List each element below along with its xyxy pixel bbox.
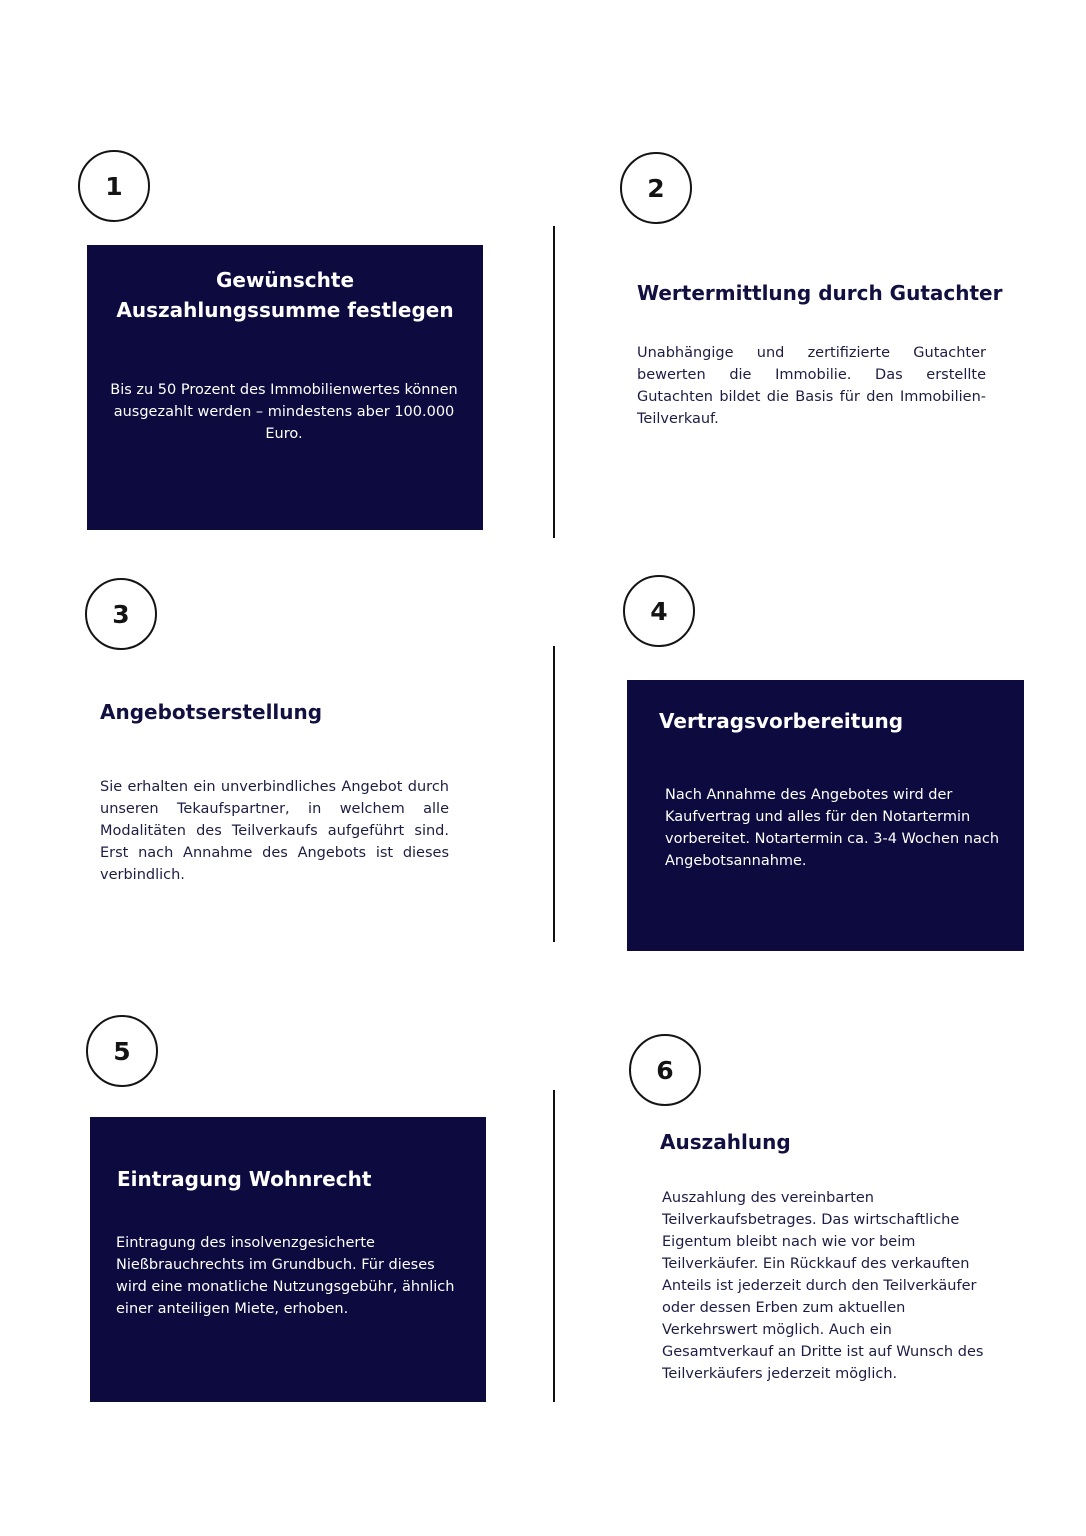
divider-row-3 xyxy=(553,1090,555,1402)
step-3-text: Sie erhalten ein unverbindliches Angebot durch unseren Tekaufspartner, in welchem alle Modalitäten des Teilverkaufs aufgeführt sind. Erst nach Annahme des Angebots ist dieses verbindlich. xyxy=(100,779,449,883)
step-4-text: Nach Annahme des Angebotes wird der Kaufvertrag und alles für den Notartermin vorbereitet. Notartermin ca. 3-4 Wochen nach Angebotsannahme. xyxy=(665,787,1000,869)
step-2-title: Wertermittlung durch Gutachter xyxy=(637,281,1003,305)
step-6-text: Auszahlung des vereinbarten Teilverkaufsbetrages. Das wirtschaftliche Eigentum bleibt nach wie vor beim Teilverkäufer. Ein Rückkauf des verkauften Anteils ist jederzeit durch den Teilverkäufer oder dessen Erben zum aktuellen Verkehrswert möglich. Auch ein Gesamtverkauf an Dritte ist auf Wunsch des Teilverkäufers jederzeit möglich. xyxy=(662,1190,984,1382)
step-5-text: Eintragung des insolvenzgesicherte Nießbrauchrechts im Grundbuch. Für dieses wird eine monatliche Nutzungsgebühr, ähnlich einer anteiligen Miete, erhoben. xyxy=(116,1235,455,1317)
step-2-number: 2 xyxy=(620,152,692,224)
step-6-title: Auszahlung xyxy=(660,1130,791,1154)
step-4-title: Vertragsvorbereitung xyxy=(659,709,904,733)
step-5-title: Eintragung Wohnrecht xyxy=(117,1167,372,1191)
step-2-text: Unabhängige und zertifizierte Gutachter bewerten die Immobilie. Das erstellte Gutachten bildet die Basis für den Immobilien-Teilverkauf. xyxy=(637,345,986,427)
step-6-number: 6 xyxy=(629,1034,701,1106)
step-5-number: 5 xyxy=(86,1015,158,1087)
step-5-card xyxy=(90,1117,486,1402)
step-4-card xyxy=(627,680,1024,951)
step-1-number: 1 xyxy=(78,150,150,222)
step-1-card xyxy=(87,245,483,530)
divider-row-2 xyxy=(553,646,555,942)
divider-row-1 xyxy=(553,226,555,538)
step-4-number: 4 xyxy=(623,575,695,647)
step-3-number: 3 xyxy=(85,578,157,650)
step-1-title: Gewünschte Auszahlungssumme festlegen xyxy=(116,268,454,322)
step-1-text: Bis zu 50 Prozent des Immobilienwertes können ausgezahlt werden – mindestens aber 100.000 Euro. xyxy=(110,382,458,442)
step-3-title: Angebotserstellung xyxy=(100,700,323,724)
